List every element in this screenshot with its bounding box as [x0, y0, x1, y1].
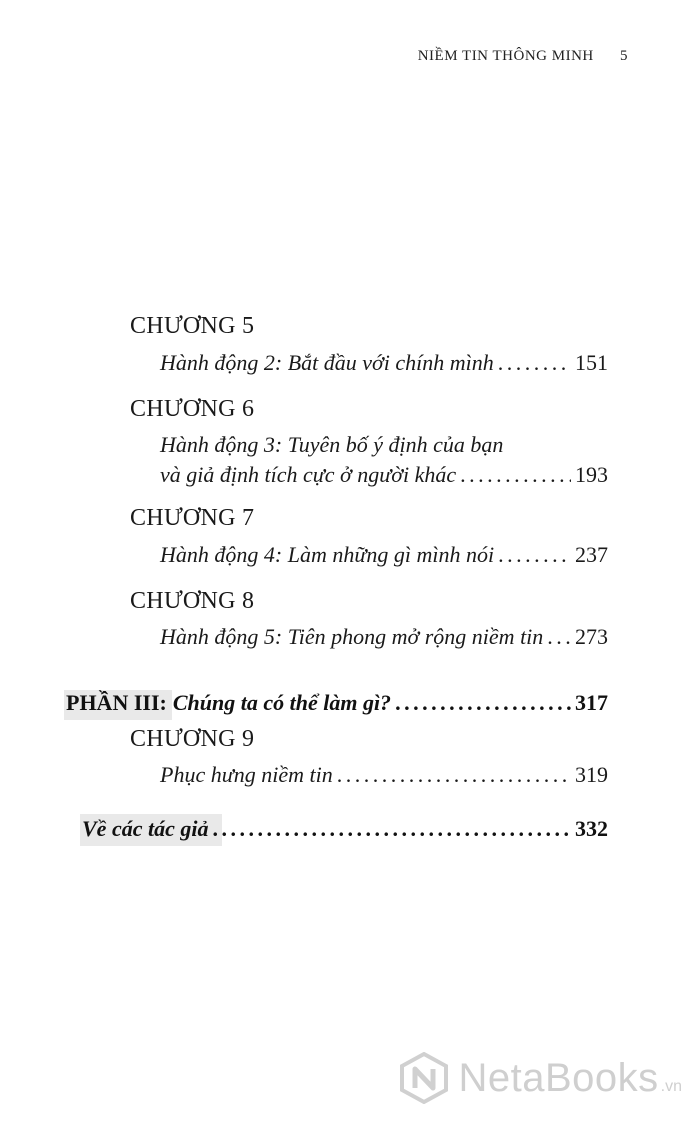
toc-entry-chapter-5[interactable]	[160, 350, 608, 376]
entry-title: Hành động 5: Tiên phong mở rộng niềm tin	[160, 624, 544, 649]
entry-page: 237	[575, 542, 608, 567]
entry-page: 273	[575, 624, 608, 649]
about-title: Về các tác giả	[82, 816, 209, 841]
running-header	[418, 48, 628, 65]
entry-title: Hành động 2: Bắt đầu với chính mình	[160, 350, 494, 375]
toc-entry-chapter-6[interactable]	[160, 462, 608, 488]
entry-title: và giả định tích cực ở người khác	[160, 462, 457, 487]
chapter-8-label: CHƯƠNG 8	[130, 588, 255, 614]
entry-page: 319	[575, 762, 608, 787]
netabooks-logo-icon	[398, 1052, 450, 1104]
watermark	[398, 1052, 682, 1104]
toc-entry-chapter-8[interactable]	[160, 624, 608, 650]
dot-leader	[460, 462, 571, 488]
entry-page: 193	[575, 462, 608, 487]
watermark-tld: .vn	[660, 1078, 682, 1095]
chapter-6-label: CHƯƠNG 6	[130, 396, 255, 422]
dot-leader	[337, 762, 571, 788]
chapter-5-label: CHƯƠNG 5	[130, 313, 255, 339]
entry-title: Hành động 4: Làm những gì mình nói	[160, 542, 495, 567]
about-page: 332	[575, 816, 608, 841]
dot-leader	[498, 350, 571, 376]
dot-leader	[395, 690, 571, 716]
dot-leader	[547, 624, 571, 650]
toc-entry-chapter-7[interactable]	[160, 542, 608, 568]
part-page: 317	[575, 690, 608, 715]
entry-page: 151	[575, 350, 608, 375]
chapter-9-label: CHƯƠNG 9	[130, 726, 255, 752]
dot-leader	[212, 816, 571, 842]
entry-title-line1: Hành động 3: Tuyên bố ý định của bạn	[160, 432, 504, 457]
dot-leader	[498, 542, 571, 568]
entry-title: Phục hưng niềm tin	[160, 762, 333, 787]
book-title-header: NIỀM TIN THÔNG MINH	[417, 48, 594, 64]
page-number: 5	[620, 48, 628, 64]
part-title: Chúng ta có thể làm gì?	[172, 690, 392, 715]
toc-entry-about-authors[interactable]	[82, 816, 608, 842]
toc-entry-chapter-9[interactable]	[160, 762, 608, 788]
watermark-brand: NetaBooks	[458, 1055, 659, 1100]
chapter-7-label: CHƯƠNG 7	[130, 505, 255, 531]
toc-entry-part-3[interactable]	[66, 690, 608, 716]
part-label: PHẦN III:	[66, 690, 167, 715]
